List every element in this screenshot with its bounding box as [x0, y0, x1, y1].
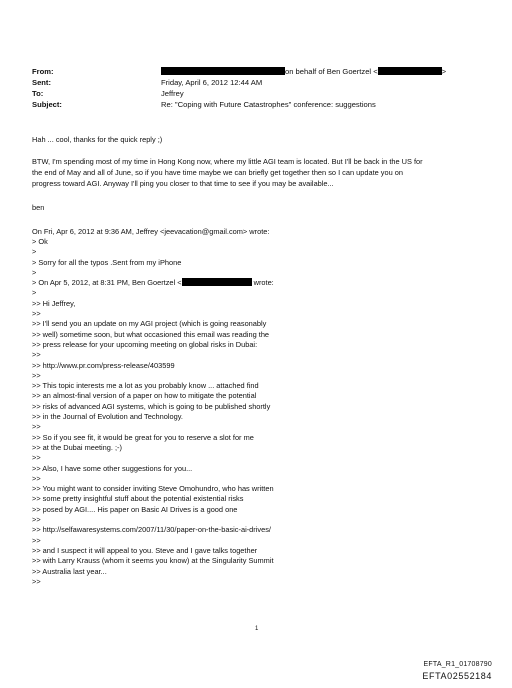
subject-row [32, 100, 480, 110]
quote-line: >> risks of advanced AGI systems, which is going to be published shortly [32, 401, 271, 411]
quote-line: >> some pretty insightful stuff about the potential existential risks [32, 494, 244, 504]
quote-line: > Ok [32, 237, 48, 246]
to-value: Jeffrey [161, 89, 184, 98]
quote-line: >> [32, 422, 41, 432]
quote-line: >> [32, 515, 41, 525]
quote-line: >> [32, 535, 41, 545]
quote-line: >> Australia last year... [32, 566, 107, 576]
body-para-2 [32, 156, 484, 190]
page-number: 1 [255, 626, 259, 632]
to-row [32, 89, 480, 99]
from-end: > [441, 67, 447, 76]
quote-line: >> Hi Jeffrey, [32, 298, 76, 308]
bates-number-small: EFTA_R1_01708790 [423, 661, 492, 668]
quote-line: >> posed by AGI.... His paper on Basic AI Drives is a good one [32, 504, 238, 514]
body-para-1 [32, 134, 484, 145]
quote-line: >> This topic interests me a lot as you probably know ... attached find [32, 381, 259, 391]
quote-line: >> [32, 309, 41, 319]
reply-header-text: On Fri, Apr 6, 2012 at 9:36 AM, Jeffrey <jeevacation@gmail.com> wrote: [32, 227, 270, 236]
redaction-bar [161, 67, 285, 75]
quote-line: >> [32, 473, 41, 483]
from-label: From: [32, 67, 54, 76]
from-value [161, 67, 446, 77]
from-row [32, 67, 480, 77]
quote-line: >> So if you see fit, it would be great for you to reserve a slot for me [32, 432, 254, 442]
quote-line: >> Also, I have some other suggestions for you... [32, 463, 193, 473]
signature-text: ben [32, 203, 45, 212]
quote-prefix: > On Apr 5, 2012, at 8:31 PM, Ben Goertzel < [32, 278, 182, 288]
quote-line: >> [32, 576, 41, 586]
sent-row [32, 78, 480, 88]
quote-link: >> http://www.pr.com/press-release/403599 [32, 360, 175, 370]
body-line: progress toward AGI. Anyway I'll ping you closer to that time to see if you may be available... [32, 179, 334, 189]
redaction-bar [182, 278, 252, 286]
body-line: Hah ... cool, thanks for the quick reply ;) [32, 135, 163, 144]
quote-line: >> an almost-final version of a paper on how to mitigate the potential [32, 391, 257, 401]
body-line: BTW, I'm spending most of my time in Hong Kong now, where my little AGI team is located. But I'll be back in the US for [32, 157, 423, 166]
quote-line: > Sorry for all the typos .Sent from my iPhone [32, 257, 182, 267]
sent-value: Friday, April 6, 2012 12:44 AM [161, 78, 263, 87]
subject-label: Subject: [32, 100, 62, 109]
signature [32, 202, 484, 213]
redaction-bar [378, 67, 442, 75]
quote-line: >> [32, 350, 41, 360]
quote-suffix: wrote: [253, 278, 274, 288]
bates-number-large: EFTA02552184 [422, 671, 492, 681]
reply-header [32, 226, 484, 237]
quote-line: > [32, 247, 37, 257]
quote-line: >> I'll send you an update on my AGI project (which is going reasonably [32, 319, 267, 329]
quote-line: >> [32, 370, 41, 380]
quote-line: >> and I suspect it will appeal to you. Steve and I gave talks together [32, 545, 258, 555]
body-line: the end of May and all of June, so if you have time maybe we can briefly get together then so I can update you on [32, 168, 403, 178]
quote-line: >> You might want to consider inviting Steve Omohundro, who has written [32, 484, 274, 494]
quote-line: > [32, 288, 37, 298]
quote-link: >> http://selfawaresystems.com/2007/11/30/paper-on-the-basic-ai-drives/ [32, 525, 271, 535]
quote-line: > [32, 267, 37, 277]
quote-line: >> press release for your upcoming meeting on global risks in Dubai: [32, 339, 258, 349]
quote-line: >> well) sometime soon, but what occasioned this email was reading the [32, 329, 270, 339]
quote-line: >> at the Dubai meeting. ;-) [32, 442, 122, 452]
quote-line: >> in the Journal of Evolution and Technology. [32, 412, 183, 422]
to-label: To: [32, 89, 44, 98]
quoted-thread [32, 237, 484, 587]
from-suffix: on behalf of Ben Goertzel < [285, 67, 378, 76]
subject-value: Re: "Coping with Future Catastrophes" conference: suggestions [161, 100, 376, 109]
quote-line: >> [32, 453, 41, 463]
quote-line-on-apr5 [32, 278, 484, 288]
quote-line: >> with Larry Krauss (whom it seems you know) at the Singularity Summit [32, 556, 274, 566]
sent-label: Sent: [32, 78, 51, 87]
